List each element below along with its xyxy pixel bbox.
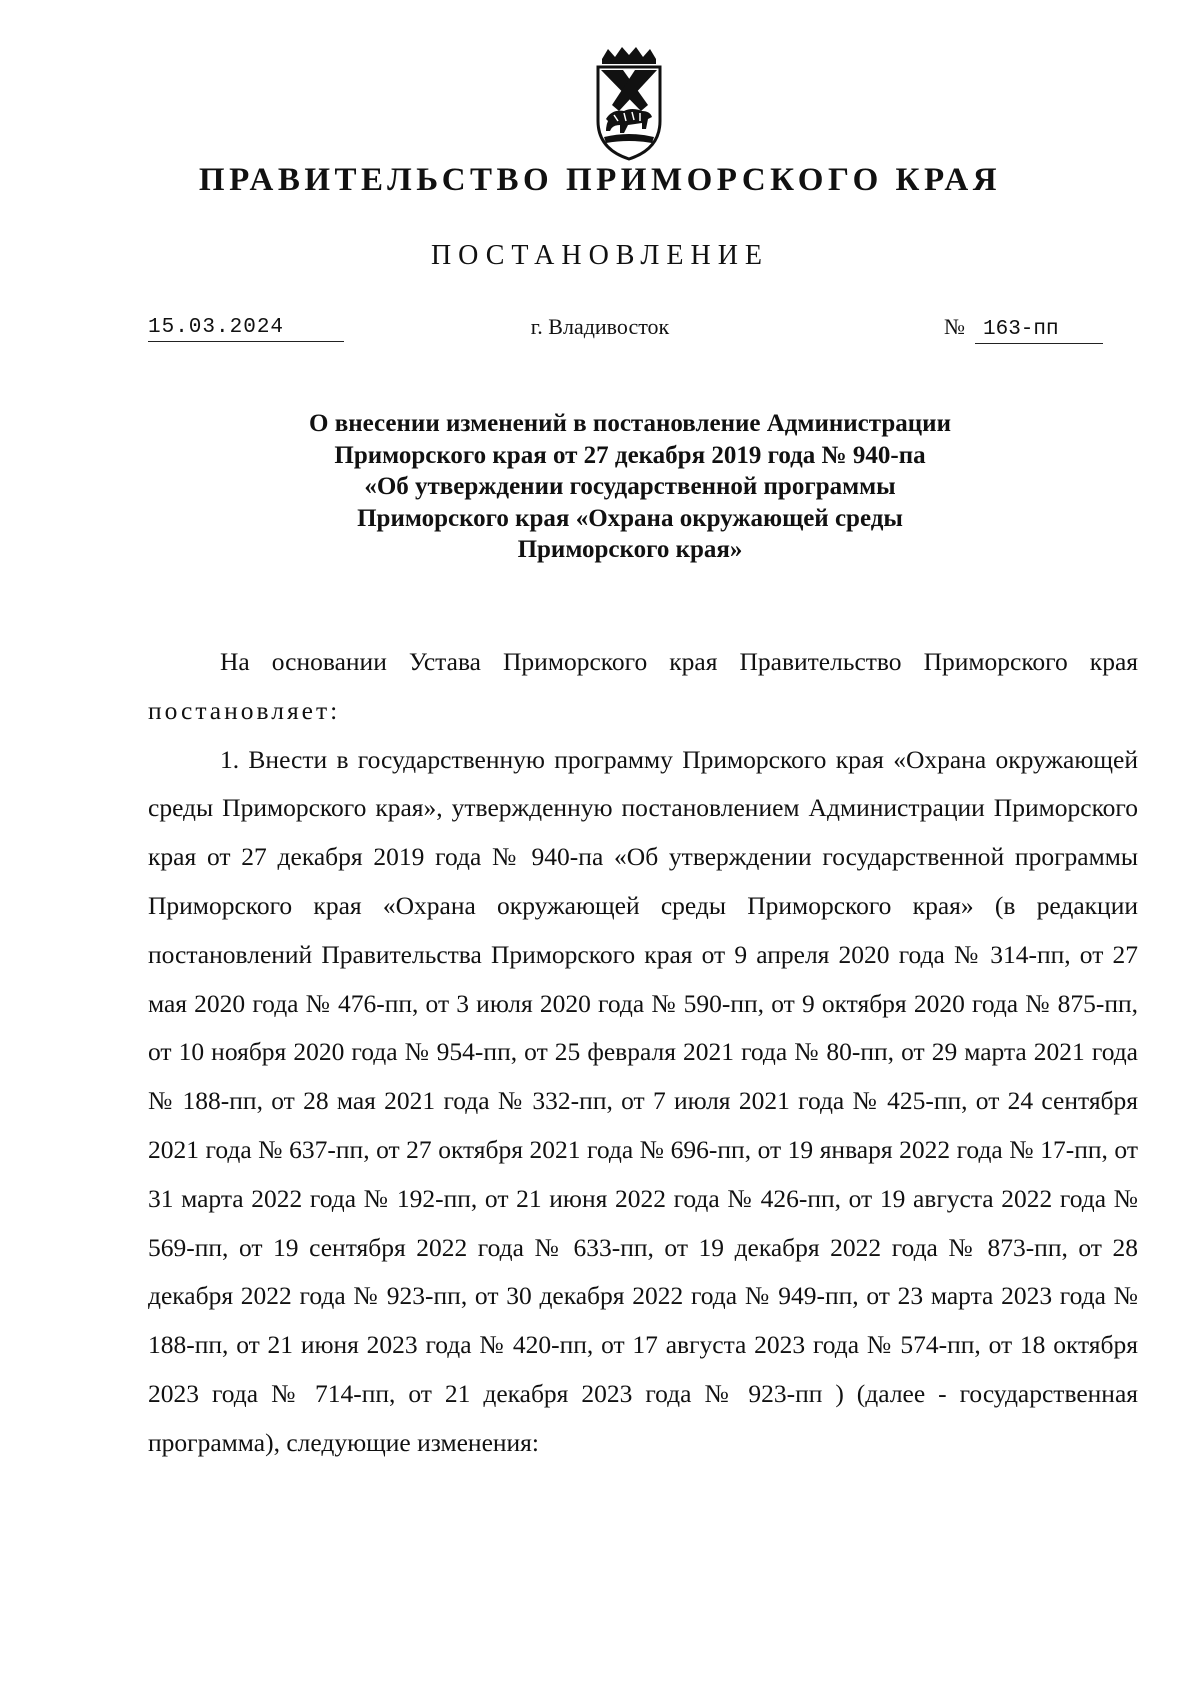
- subject-line: О внесении изменений в постановление Администрации: [309, 410, 951, 437]
- preamble-paragraph: [148, 638, 1138, 736]
- document-type: ПОСТАНОВЛЕНИЕ: [430, 240, 770, 271]
- item-1-paragraph: 1. Внести в государственную программу Приморского края «Охрана окружающей среды Приморского края», утвержденную постановлением Администрации Приморского края от 27 декабря 2019 года № 940-па «Об утверждении государственной программы Приморского края «Охрана окружающей среды Приморского края» (в редакции постановлений Правительства Приморского края от 9 апреля 2020 года № 314-пп, от 27 мая 2020 года № 476-пп, от 3 июля 2020 года № 590-пп, от 9 октября 2020 года № 875-пп, от 10 ноября 2020 года № 954-пп, от 25 февраля 2021 года № 80-пп, от 29 марта 2021 года № 188-пп, от 28 мая 2021 года № 332-пп, от 7 июля 2021 года № 425-пп, от 24 сентября 2021 года № 637-пп, от 27 октября 2021 года № 696-пп, от 19 января 2022 года № 17-пп, от 31 марта 2022 года № 192-пп, от 21 июня 2022 года № 426-пп, от 19 августа 2022 года № 569-пп, от 19 сентября 2022 года № 633-пп, от 19 декабря 2022 года № 873-пп, от 28 декабря 2022 года № 923-пп, от 30 декабря 2022 года № 949-пп, от 23 марта 2023 года № 188-пп, от 21 июня 2023 года № 420-пп, от 17 августа 2023 года № 574-пп, от 18 октября 2023 года № 714-пп, от 21 декабря 2023 года № 923-пп ) (далее - государственная программа), следующие изменения:: [148, 744, 1138, 1457]
- subject-line: Приморского края от 27 декабря 2019 года № 940-па: [334, 441, 926, 469]
- coat-of-arms-icon: [588, 45, 670, 163]
- preamble-text: На основании Устава Приморского края Правительство Приморского края: [220, 647, 1138, 676]
- subject-line: Приморского края»: [517, 536, 743, 563]
- organization-title: ПРАВИТЕЛЬСТВО ПРИМОРСКОГО КРАЯ: [198, 162, 1002, 198]
- document-subject: [200, 408, 1060, 566]
- document-date: 15.03.2024: [148, 316, 344, 342]
- document-city: г. Владивосток: [530, 314, 670, 339]
- number-sign: №: [944, 314, 965, 339]
- decree-word: постановляет:: [148, 695, 341, 725]
- document-number-field: [944, 314, 1103, 344]
- subject-line: Приморского края «Охрана окружающей среды: [357, 504, 903, 532]
- document-number: 163-пп: [975, 318, 1103, 344]
- subject-line: «Об утверждении государственной программы: [364, 473, 896, 500]
- document-body: [148, 638, 1138, 1468]
